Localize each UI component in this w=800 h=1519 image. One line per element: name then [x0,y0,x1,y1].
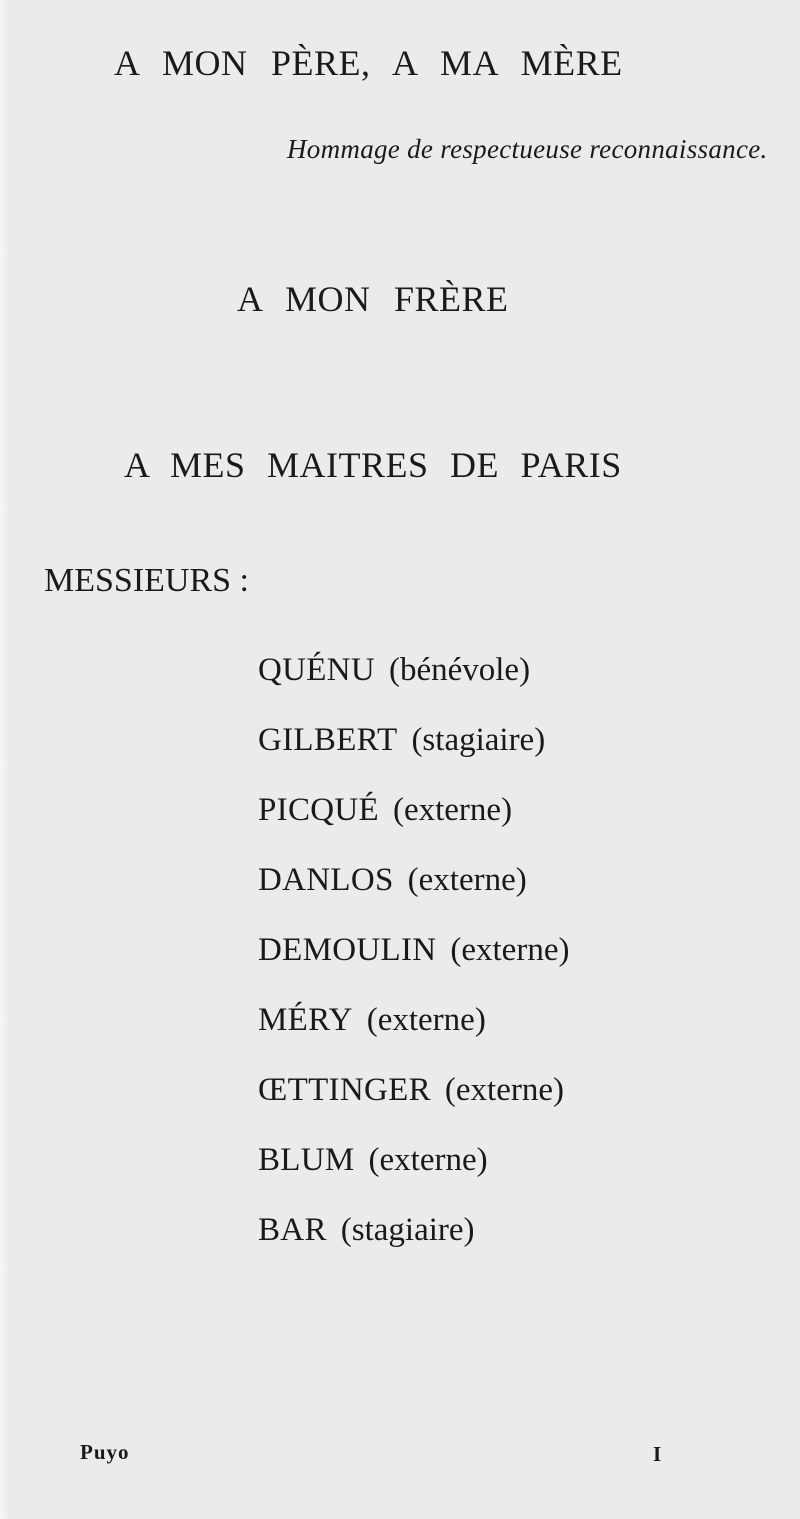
master-role: (stagiaire) [340,1212,475,1248]
list-item [258,998,569,1068]
master-role: (externe) [368,1142,488,1178]
list-item [258,1138,569,1208]
list-item [258,928,569,998]
list-item [258,1068,569,1138]
dedication-masters-heading: A MES MAITRES DE PARIS [124,445,622,485]
master-name: BAR [258,1212,327,1248]
list-item [258,718,569,788]
master-role: (externe) [392,792,513,828]
master-role: (bénévole) [388,652,531,688]
list-item [258,1208,569,1278]
dedication-parents: A MON PÈRE, A MA MÈRE [114,43,623,83]
master-name: BLUM [258,1142,355,1178]
master-role: (externe) [407,862,527,898]
dedication-brother: A MON FRÈRE [237,279,509,319]
list-item [258,788,569,858]
master-name: DEMOULIN [258,932,437,968]
master-name: PICQUÉ [258,792,379,828]
master-role: (externe) [444,1072,564,1108]
masters-list [258,648,569,1278]
salutation: MESSIEURS : [44,562,249,599]
master-role: (stagiaire) [411,722,546,758]
signature-mark: I [653,1442,662,1466]
master-role: (externe) [450,932,570,968]
master-name: ŒTTINGER [258,1072,431,1108]
master-name: QUÉNU [258,652,375,688]
page-edge [0,0,10,1519]
list-item [258,648,569,718]
footer-author: Puyo [80,1440,130,1464]
list-item [258,858,569,928]
master-name: GILBERT [258,722,398,758]
master-role: (externe) [366,1002,486,1038]
master-name: DANLOS [258,862,394,898]
master-name: MÉRY [258,1002,353,1038]
dedication-parents-note: Hommage de respectueuse reconnaissance. [287,134,768,164]
